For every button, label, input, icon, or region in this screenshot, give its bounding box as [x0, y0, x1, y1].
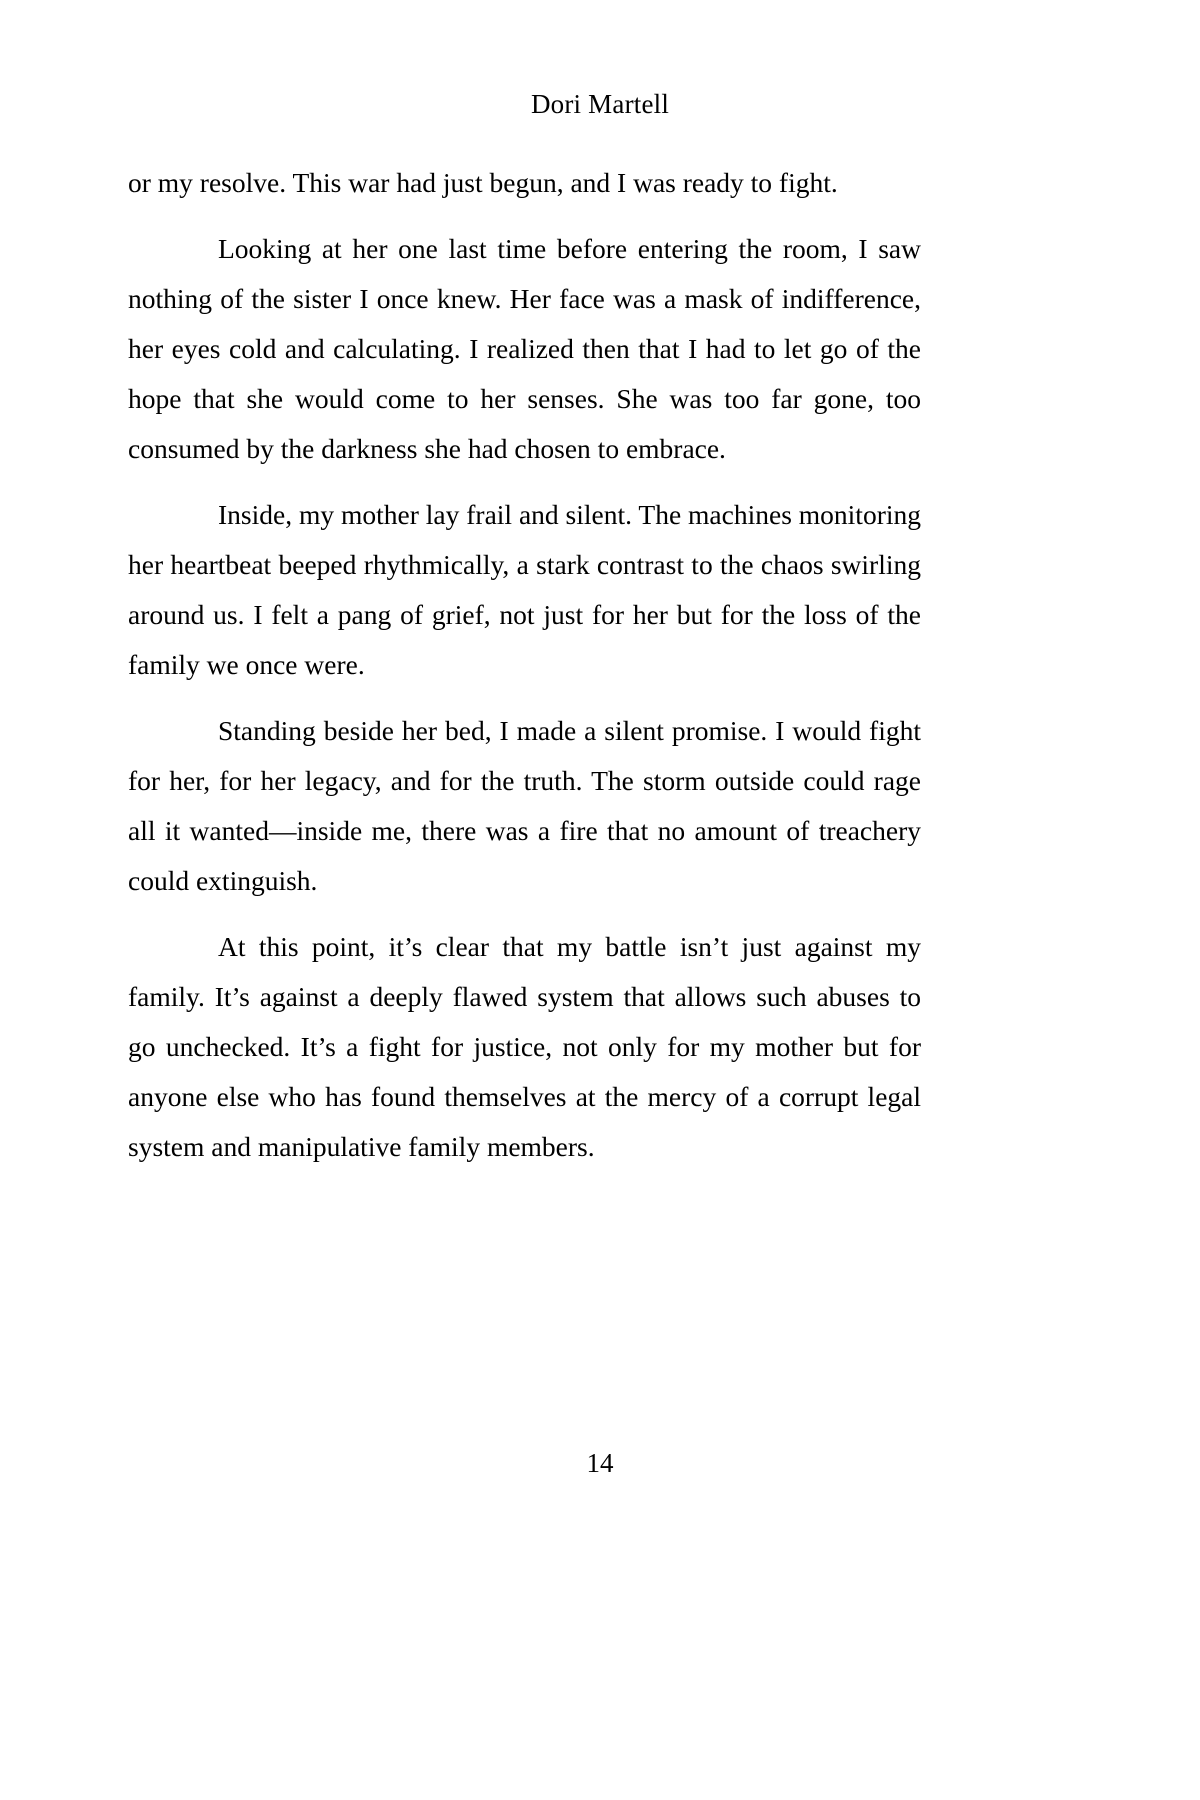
body-text-block: [128, 158, 921, 1172]
page-number: 14: [586, 1448, 614, 1478]
paragraph-inside-my-mother: Inside, my mother lay frail and silent. The machines monitoring her heartbeat beeped rhythmically, a stark contrast to the chaos swirling around us. I felt a pang of grief, not just for her but for the loss of the family we once were.: [128, 499, 921, 680]
paragraph-looking-at-her: Looking at her one last time before entering the room, I saw nothing of the sister I once knew. Her face was a mask of indifference, her eyes cold and calculating. I realized then that I had to let go of the hope that she would come to her senses. She was too far gone, too consumed by the darkness she had chosen to embrace.: [128, 233, 921, 464]
paragraph-continuation: or my resolve. This war had just begun, and I was ready to fight.: [128, 167, 838, 198]
paragraph-at-this-point: At this point, it’s clear that my battle isn’t just against my family. It’s against a deeply flawed system that allows such abuses to go unchecked. It’s a fight for justice, not only for my mother but for anyone else who has found themselves at the mercy of a corrupt legal system and manipulative family members.: [128, 931, 921, 1162]
paragraph-standing-beside: Standing beside her bed, I made a silent promise. I would fight for her, for her legacy, and for the truth. The storm outside could rage all it wanted—inside me, there was a fire that no amount of treachery could extinguish.: [128, 715, 921, 896]
running-header: Dori Martell: [530, 89, 670, 119]
